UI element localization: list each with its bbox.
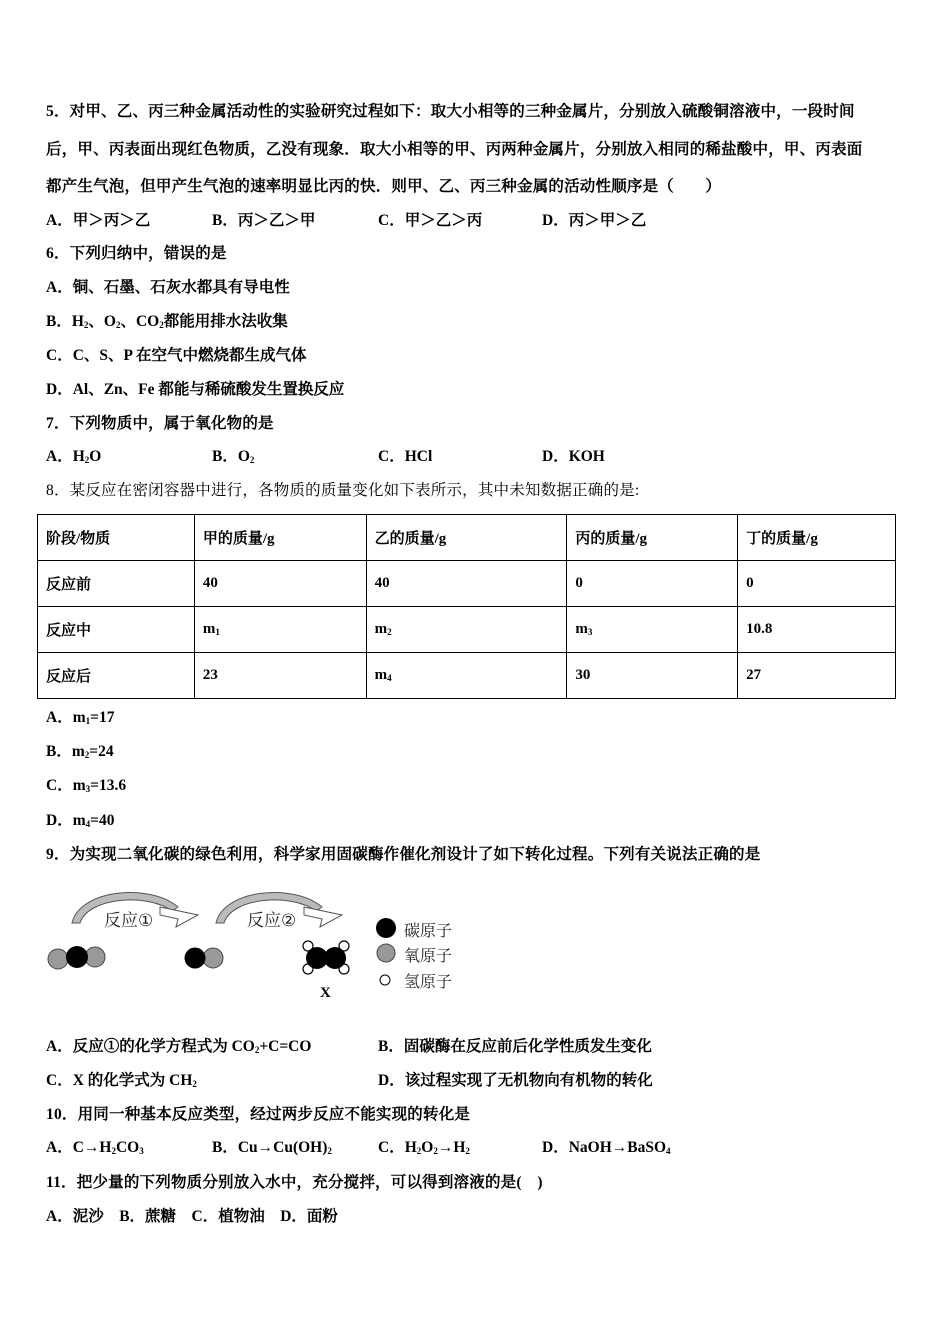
q8-option-d: D．$m_4=40$ [46, 812, 115, 829]
table-cell: 10.8 [738, 607, 896, 653]
q6-stem: 6．下列归纳中，错误的是 [46, 245, 227, 262]
q5-option-c: C．甲＞乙＞丙 [378, 212, 483, 229]
product-x-label: X [320, 985, 331, 1001]
q7-option-a: A．$H_2O$ [46, 448, 102, 465]
table-header-cell: 甲的质量/g [194, 515, 366, 561]
q9-stem: 9．为实现二氧化碳的绿色利用，科学家用固碳酶作催化剂设计了如下转化过程。下列有关说法正确的是 [46, 846, 761, 863]
table-header-cell: 阶段/物质 [38, 515, 195, 561]
table-cell: 23 [194, 653, 366, 699]
hydrogen-atom-legend-icon [380, 975, 390, 985]
q8-option-b: B．$m_2=24$ [46, 743, 114, 760]
q10-option-a: A．$C\to H_2CO_3$ [46, 1139, 144, 1156]
q5-option-a: A．甲＞丙＞乙 [46, 212, 151, 229]
q6-option-a: A．铜、石墨、石灰水都具有导电性 [46, 279, 290, 296]
co2-molecule-icon [48, 946, 105, 969]
co2-conversion-diagram [40, 885, 480, 1005]
legend-oxygen-label: 氧原子 [404, 946, 453, 965]
x-molecule-icon [303, 941, 349, 974]
mass-change-table [37, 514, 896, 699]
q5-stem-line-1: 5．对甲、乙、丙三种金属活动性的实验研究过程如下：取大小相等的三种金属片，分别放入硫酸铜溶液中，一段时间 [46, 103, 855, 120]
q10-option-c: C．$H_2O_2\to H_2$ [378, 1139, 470, 1156]
legend-carbon-label: 碳原子 [404, 921, 453, 940]
table-header-row [38, 515, 896, 561]
q7-option-c: C．HCl [378, 448, 433, 465]
co-molecule-icon [185, 948, 224, 969]
q6-option-d: D．Al、Zn、Fe 都能与稀硫酸发生置换反应 [46, 381, 345, 398]
q10-option-d: D．NaOH→BaSO$_4$ [542, 1139, 671, 1156]
reaction-2-label: 反应② [247, 911, 297, 931]
table-cell: $m_1$ [194, 607, 366, 653]
table-row [38, 607, 896, 653]
table-row [38, 653, 896, 699]
table-cell: $m_3$ [567, 607, 738, 653]
reaction-1-label: 反应① [104, 911, 154, 931]
q9-option-c: C．X 的化学式为 $CH_2$ [46, 1072, 197, 1089]
q7-stem: 7．下列物质中，属于氧化物的是 [46, 415, 274, 432]
q6-option-b: B．$H_2$、$O_2$、$CO_2$都能用排水法收集 [46, 313, 288, 330]
table-header-cell: 丁的质量/g [738, 515, 896, 561]
q10-stem: 10．用同一种基本反应类型，经过两步反应不能实现的转化是 [46, 1106, 471, 1123]
q6-option-c: C．C、S、P 在空气中燃烧都生成气体 [46, 347, 307, 364]
q8-option-c: C．$m_3=13.6$ [46, 777, 127, 794]
q9-option-b: B．固碳酶在反应前后化学性质发生变化 [378, 1038, 652, 1055]
q11-stem: 11．把少量的下列物质分别放入水中，充分搅拌，可以得到溶液的是( ) [46, 1174, 543, 1191]
q8-stem: 8．某反应在密闭容器中进行，各物质的质量变化如下表所示，其中未知数据正确的是: [46, 482, 640, 499]
q10-option-b: B．$Cu\to Cu(OH)_2$ [212, 1139, 332, 1156]
legend-hydrogen-label: 氢原子 [404, 972, 453, 991]
carbon-atom-legend-icon [376, 918, 396, 938]
table-header-cell: 乙的质量/g [366, 515, 567, 561]
table-row [38, 561, 896, 607]
q5-stem-line-2: 后，甲、丙表面出现红色物质，乙没有现象．取大小相等的甲、丙两种金属片，分别放入相同的稀盐酸中，甲、丙表面 [46, 141, 863, 158]
q7-option-d: D．KOH [542, 448, 605, 465]
table-cell: 反应中 [38, 607, 195, 653]
table-cell: $m_2$ [366, 607, 567, 653]
q11-options: A．泥沙 B．蔗糖 C．植物油 D．面粉 [46, 1208, 338, 1225]
table-cell: 27 [738, 653, 896, 699]
oxygen-atom-legend-icon [377, 944, 395, 962]
table-cell: 0 [567, 561, 738, 607]
table-cell: 40 [194, 561, 366, 607]
table-cell: $m_4$ [366, 653, 567, 699]
table-header-cell: 丙的质量/g [567, 515, 738, 561]
table-cell: 30 [567, 653, 738, 699]
q9-option-d: D．该过程实现了无机物向有机物的转化 [378, 1072, 653, 1089]
table-cell: 反应后 [38, 653, 195, 699]
q5-stem-line-3: 都产生气泡，但甲产生气泡的速率明显比丙的快．则甲、乙、丙三种金属的活动性顺序是（ ） [46, 178, 722, 195]
table-cell: 40 [366, 561, 567, 607]
table-cell: 反应前 [38, 561, 195, 607]
q9-option-a: A．反应①的化学方程式为 $CO_2+C=CO$ [46, 1038, 312, 1055]
table-cell: 0 [738, 561, 896, 607]
q8-option-a: A．$m_1=17$ [46, 709, 115, 726]
q5-option-b: B．丙＞乙＞甲 [212, 212, 316, 229]
q7-option-b: B．$O_2$ [212, 448, 255, 465]
q5-option-d: D．丙＞甲＞乙 [542, 212, 647, 229]
